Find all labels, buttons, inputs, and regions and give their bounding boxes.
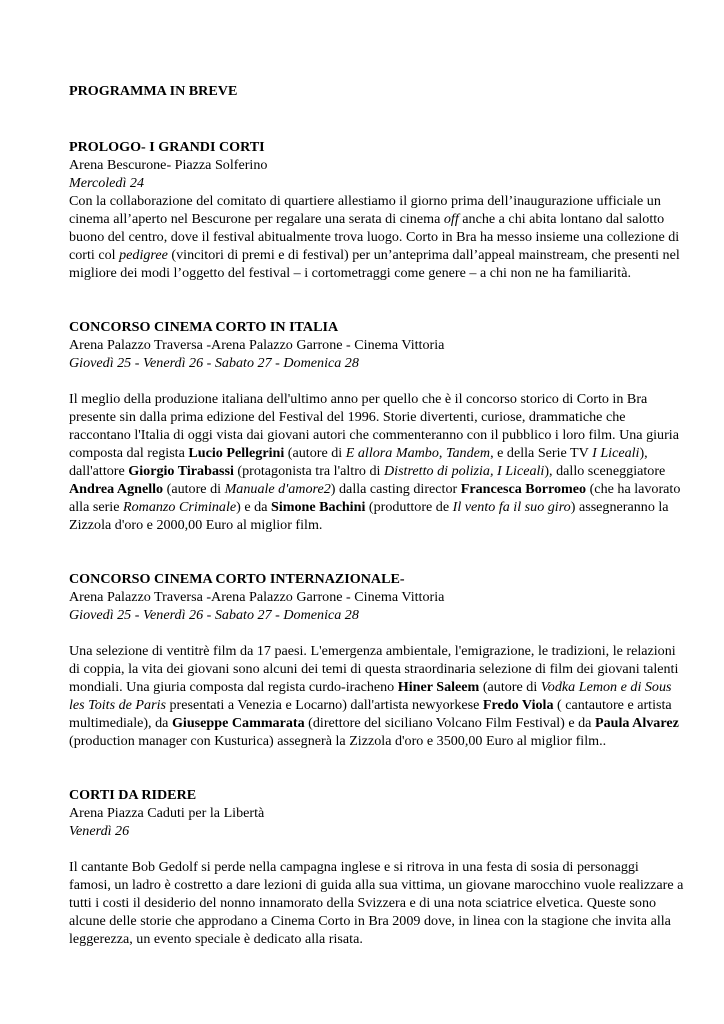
bold-name: Fredo Viola — [482, 697, 554, 713]
bold-name: Simone Bachini — [270, 499, 366, 515]
text-run: (autore di — [163, 481, 225, 497]
section-location: Arena Palazzo Traversa -Arena Palazzo Garrone - Cinema Vittoria — [69, 589, 445, 605]
italic-title: Tandem — [445, 445, 491, 461]
section-dates: Giovedì 25 - Venerdì 26 - Sabato 27 - Domenica 28 — [69, 355, 359, 371]
section-dates: Giovedì 25 - Venerdì 26 - Sabato 27 - Domenica 28 — [69, 607, 359, 623]
text-run: (production manager con Kusturica) assegnerà la Zizzola d'oro e 3500,00 Euro al miglior film.. — [69, 733, 607, 749]
italic-title: pedigree — [119, 247, 168, 263]
text-run: presentati a Venezia e Locarno) dall'artista newyorkese — [165, 697, 483, 713]
italic-title: Manuale d'amore2 — [224, 481, 331, 497]
italic-title: Il vento fa il suo giro — [452, 499, 571, 515]
section-location: Arena Palazzo Traversa -Arena Palazzo Garrone - Cinema Vittoria — [69, 337, 445, 353]
section-dates: Venerdì 26 — [69, 823, 130, 839]
text-run: ) dalla casting director — [330, 481, 461, 497]
section-body — [69, 390, 684, 534]
text-run: (autore di — [284, 445, 346, 461]
section-body — [69, 642, 684, 750]
section-body — [69, 858, 684, 948]
section-body — [69, 192, 684, 282]
text-run: , e della Serie TV — [490, 445, 593, 461]
italic-title: Vodka Lemon e di Sous les Toits de Paris — [69, 679, 672, 713]
text-run: , — [438, 445, 446, 461]
text-run: Con la collaborazione del comitato di quartiere allestiamo il giorno prima dell’inaugurazione ufficiale un cinema all’aperto nel Bescurone per regalare una serata di cinema — [69, 193, 661, 227]
bold-name: Paula Alvarez — [594, 715, 679, 731]
text-run: (direttore del siciliano Volcano Film Festival) e da — [304, 715, 595, 731]
text-run: ) e da — [236, 499, 271, 515]
section-prologo — [69, 138, 684, 282]
text-run: (che ha lavorato alla serie — [69, 481, 681, 515]
bold-name: Francesca Borromeo — [460, 481, 587, 497]
section-heading: CORTI DA RIDERE — [69, 787, 197, 803]
section-heading: CONCORSO CINEMA CORTO INTERNAZIONALE- — [69, 571, 405, 587]
bold-name: Giorgio Tirabassi — [128, 463, 234, 479]
section-concorso-italia — [69, 318, 684, 534]
section-heading: CONCORSO CINEMA CORTO IN ITALIA — [69, 319, 339, 335]
section-corti-da-ridere — [69, 786, 684, 948]
bold-name: Lucio Pellegrini — [188, 445, 285, 461]
document-title: PROGRAMMA IN BREVE — [69, 83, 238, 99]
text-run: ) assegneranno la Zizzola d'oro e 2000,00 Euro al miglior film. — [69, 499, 669, 533]
italic-title: E allora Mambo — [345, 445, 439, 461]
text-run: Il cantante Bob Gedolf si perde nella campagna inglese e si ritrova in una festa di sosia di personaggi famosi, un ladro è costretto a dare lezioni di guida alla sua vittima, un giovane marocchino vuole realizzare a tutti i costi il desiderio del nonno innamorato della Svizzera e di una nota sciatrice elvetica. Queste sono alcune delle storie che approdano a Cinema Corto in Bra 2009 dove, in linea con la stagione che invita alla leggerezza, un evento speciale è dedicato alla risata. — [69, 859, 684, 947]
italic-title: Distretto di polizia, I Liceali — [383, 463, 545, 479]
italic-title: Romanzo Criminale — [123, 499, 237, 515]
text-run: Una selezione di ventitrè film da 17 paesi. L'emergenza ambientale, l'emigrazione, le tradizioni, le relazioni di coppia, la vita dei giovani sono alcuni dei temi di questa straordinaria selezione di film dei giovani talenti mondiali. Una giuria composta dal regista curdo-iracheno — [69, 643, 679, 695]
text-run: Il meglio della produzione italiana dell'ultimo anno per quello che è il concorso storico di Corto in Bra presente sin dalla prima edizione del Festival del 1996. Storie divertenti, curiose, drammatiche che raccontano l'Italia di oggi vista dai giovani autori che commenteranno con il pubblico i loro film. Una giuria composta dal regista — [69, 391, 679, 461]
bold-name: Andrea Agnello — [69, 481, 164, 497]
section-dates: Mercoledì 24 — [69, 175, 145, 191]
text-run: ( cantautore e artista multimediale), da — [69, 697, 672, 731]
section-concorso-internazionale — [69, 570, 684, 750]
section-location: Arena Piazza Caduti per la Libertà — [69, 805, 265, 821]
section-heading: PROLOGO- I GRANDI CORTI — [69, 139, 265, 155]
italic-title: I Liceali — [592, 445, 640, 461]
bold-name: Hiner Saleem — [397, 679, 480, 695]
bold-name: Giuseppe Cammarata — [171, 715, 305, 731]
text-run: ), dallo sceneggiatore — [544, 463, 666, 479]
text-run: (produttore de — [365, 499, 453, 515]
italic-title: off — [443, 211, 459, 227]
text-run: anche a chi abita lontano dal salotto buono del centro, dove il festival abitualmente trova luogo. Corto in Bra ha messo insieme una collezione di corti col — [69, 211, 680, 263]
text-run: (vincitori di premi e di festival) per un’anteprima dall’appeal mainstream, che presenti nel migliore dei modi l’oggetto del festival – i cortometraggi come genere – a chi non ne ha familiarità. — [69, 247, 680, 281]
text-run: ), dall'attore — [69, 445, 648, 479]
text-run: (protagonista tra l'altro di — [233, 463, 384, 479]
text-run: (autore di — [479, 679, 541, 695]
section-location: Arena Bescurone- Piazza Solferino — [69, 157, 268, 173]
